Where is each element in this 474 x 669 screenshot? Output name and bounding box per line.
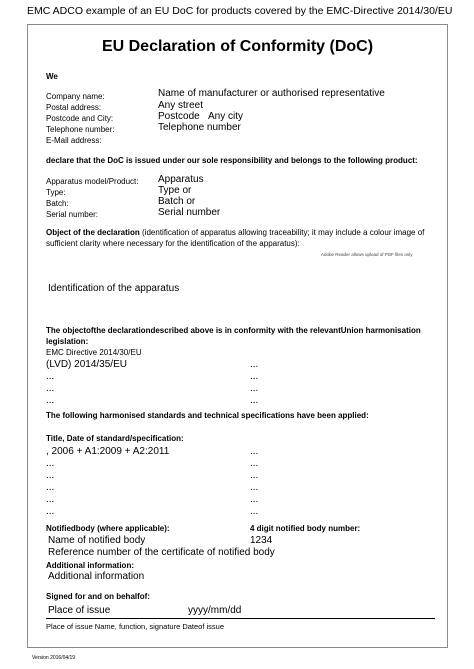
serial-number-field[interactable]: Serial number (158, 207, 221, 218)
directive-field-blank[interactable]: ... (46, 371, 55, 382)
standards-heading: The following harmonised standards and technical specifications have been applied: (46, 411, 369, 420)
apparatus-model-label: Apparatus model/Product: (46, 177, 139, 186)
company-name-label: Company name: (46, 92, 105, 101)
type-label: Type: (46, 188, 66, 197)
standard-field-blank[interactable]: ... (250, 446, 259, 457)
postal-address-field[interactable]: Any street (158, 100, 204, 111)
serial-number-label: Serial number: (46, 210, 99, 219)
email-label: E-Mail address: (46, 136, 102, 145)
standard-field-blank[interactable]: ... (250, 458, 259, 469)
standard-field-blank[interactable]: ... (46, 482, 55, 493)
directive-lvd-field[interactable]: (LVD) 2014/35/EU (46, 359, 127, 370)
standard-field-blank[interactable]: ... (46, 506, 55, 517)
notified-body-name-field[interactable]: Name of notified body (48, 535, 146, 546)
notified-body-number-label: 4 digit notified body number: (250, 524, 361, 533)
directive-field-blank[interactable]: ... (250, 395, 259, 406)
object-declaration-heading: Object of the declaration (46, 228, 140, 237)
place-of-issue-field[interactable]: Place of issue (48, 605, 111, 616)
directive-field-blank[interactable]: ... (250, 371, 259, 382)
standard-field-blank[interactable]: ... (250, 506, 259, 517)
object-declaration-line2: sufficient clarity where necessary for the identification of the apparatus): (46, 239, 300, 248)
we-label: We (46, 72, 58, 81)
city-field[interactable]: Any city (208, 111, 244, 122)
conformity-line2: legislation: (46, 337, 89, 346)
standard-field[interactable]: , 2006 + A1:2009 + A2:2011 (46, 446, 170, 457)
telephone-field[interactable]: Telephone number (158, 122, 241, 133)
type-field[interactable]: Type or (158, 185, 192, 196)
directive-field-blank[interactable]: ... (46, 395, 55, 406)
standard-field-blank[interactable]: ... (250, 494, 259, 505)
standard-field-blank[interactable]: ... (46, 458, 55, 469)
object-declaration-line1 (46, 228, 424, 237)
apparatus-identification-field[interactable]: Identification of the apparatus (48, 283, 180, 294)
document-header: EMC ADCO example of an EU DoC for products covered by the EMC-Directive 2014/30/EU (27, 5, 453, 17)
batch-field[interactable]: Batch or (158, 196, 196, 207)
date-of-issue-field[interactable]: yyyy/mm/dd (188, 605, 242, 616)
upload-note: Adobe Reader allows upload of PDF files only (321, 252, 413, 257)
signature-line (46, 618, 435, 619)
object-declaration-text: (identification of apparatus allowing traceability; it may include a colour image of (142, 228, 425, 237)
postcode-city-label: Postcode and City: (46, 114, 114, 123)
conformity-line1: The objectofthe declarationdescribed above is in conformity with the relevantUnion harmonisation (46, 326, 421, 335)
notified-body-number-field[interactable]: 1234 (250, 535, 273, 546)
standard-field-blank[interactable]: ... (250, 470, 259, 481)
directive-field-blank[interactable]: ... (250, 383, 259, 394)
apparatus-model-field[interactable]: Apparatus (158, 174, 204, 185)
doc-title: EU Declaration of Conformity (DoC) (101, 38, 374, 55)
version-label: Version 2016/04/19 (32, 655, 76, 661)
standard-title-label: Title, Date of standard/specification: (46, 434, 184, 443)
standard-field-blank[interactable]: ... (46, 494, 55, 505)
standard-field-blank[interactable]: ... (46, 470, 55, 481)
directive-field-blank[interactable]: ... (46, 383, 55, 394)
postcode-field[interactable]: Postcode (158, 111, 200, 122)
declare-statement: declare that the DoC is issued under our sole responsibility and belongs to the following product: (46, 156, 418, 165)
standard-field-blank[interactable]: ... (250, 482, 259, 493)
signature-caption: Place of issue Name, function, signature Dateof issue (46, 622, 225, 631)
batch-label: Batch: (46, 199, 69, 208)
company-name-field[interactable]: Name of manufacturer or authorised representative (158, 88, 385, 99)
directive-field-blank[interactable]: ... (250, 359, 259, 370)
notified-body-label: Notifiedbody (where applicable): (46, 524, 170, 533)
directive-emc: EMC Directive 2014/30/EU (46, 348, 142, 357)
certificate-reference-field[interactable]: Reference number of the certificate of notified body (48, 547, 275, 558)
postal-address-label: Postal address: (46, 103, 102, 112)
additional-info-label: Additional information: (46, 561, 134, 570)
doc-frame (27, 24, 448, 648)
additional-info-field[interactable]: Additional information (48, 571, 145, 582)
telephone-label: Telephone number: (46, 125, 115, 134)
signed-label: Signed for and on behalfof: (46, 592, 150, 601)
